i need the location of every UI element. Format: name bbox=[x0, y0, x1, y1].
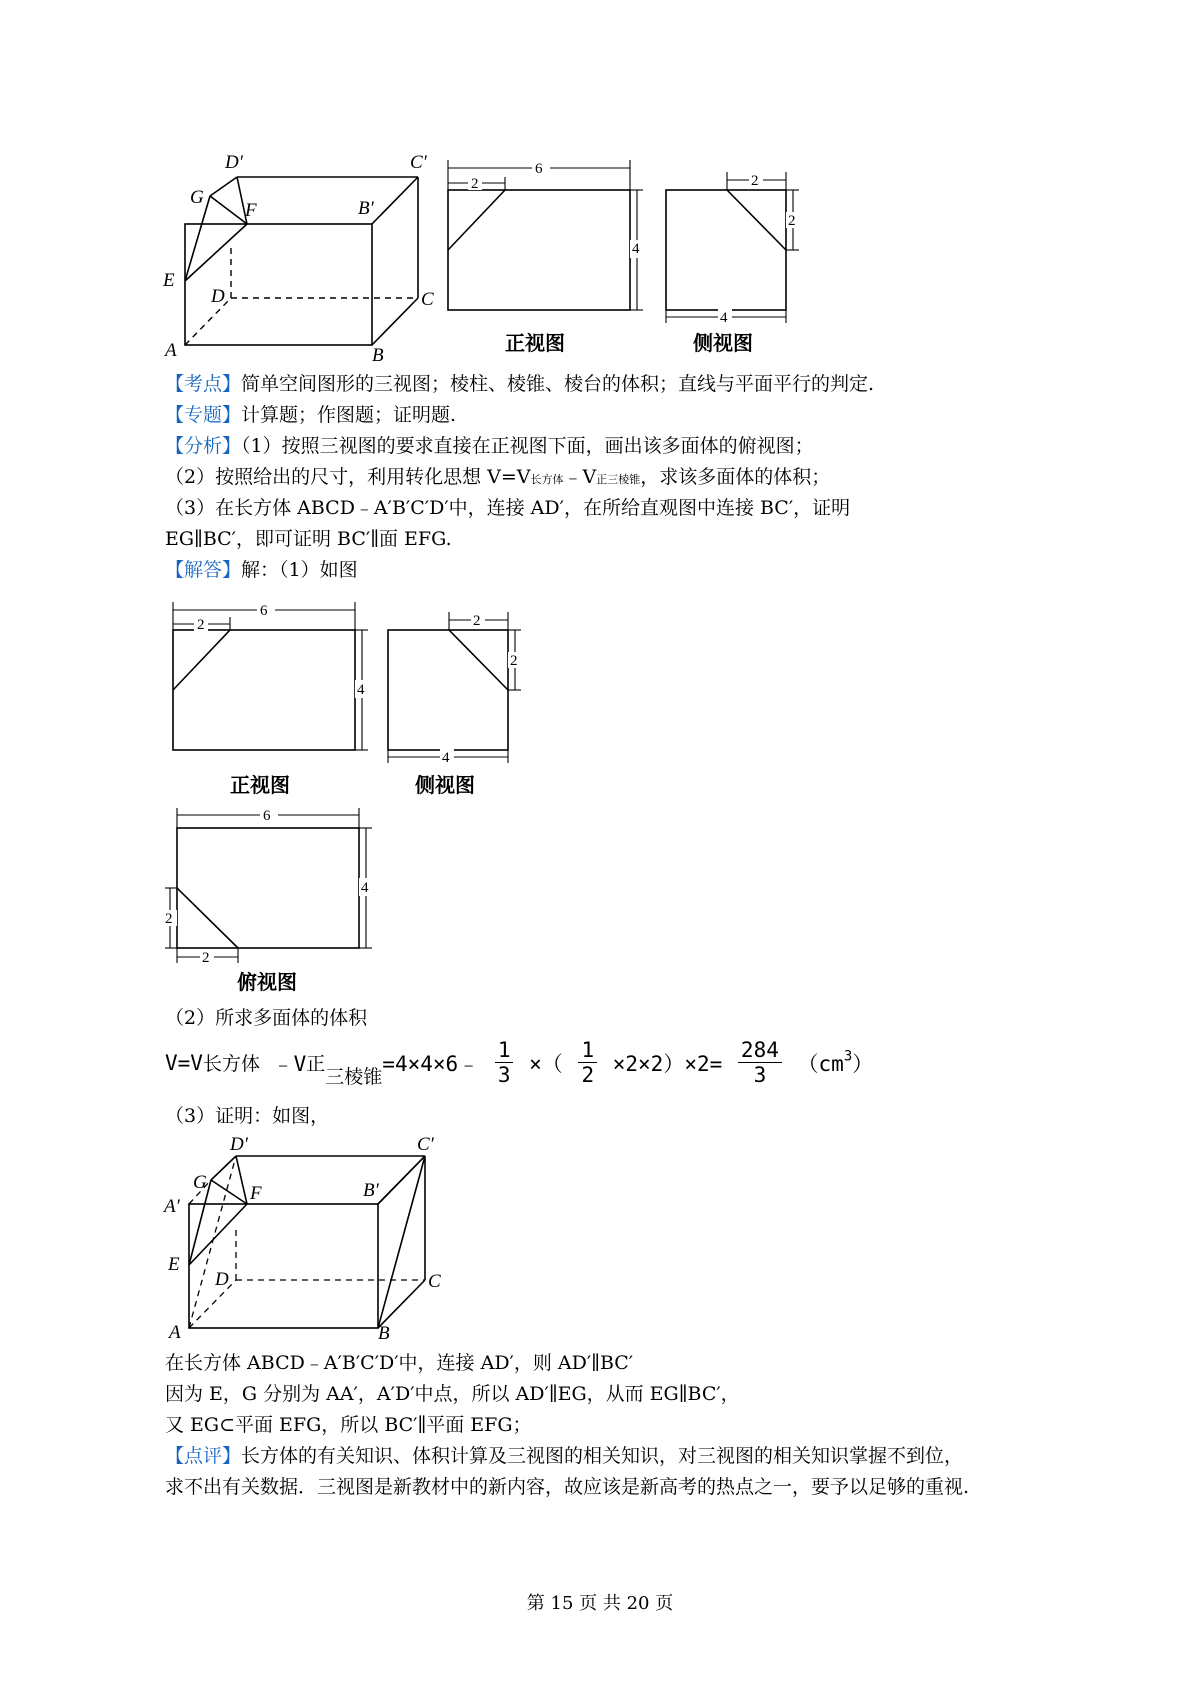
formula-sub-pyramid: 三棱锥 bbox=[325, 1065, 383, 1088]
label-D: D bbox=[211, 286, 225, 307]
volume-formula bbox=[165, 1038, 873, 1098]
solid-figure-top bbox=[150, 145, 434, 366]
kaodian-line bbox=[165, 370, 874, 398]
fenxi-line-4: EG∥BC′，即可证明 BC′∥面 EFG. bbox=[165, 528, 452, 550]
frac3-num: 284 bbox=[738, 1038, 782, 1063]
fenxi-sub-cuboid: 长方体 bbox=[530, 473, 564, 486]
jieda-line bbox=[165, 556, 358, 584]
formula-unit: （cm bbox=[797, 1051, 844, 1076]
formula-close: ） bbox=[852, 1051, 874, 1076]
dianping-line-2: 求不出有关数据．三视图是新教材中的新内容，故应该是新高考的热点之一，要予以足够的重视. bbox=[165, 1476, 970, 1498]
dim-front-2: 2 bbox=[471, 176, 479, 192]
side-view-solution bbox=[380, 610, 530, 805]
part3-line: （3）证明：如图， bbox=[165, 1105, 330, 1127]
proof-label-D: D bbox=[215, 1269, 229, 1290]
formula-times: ×（ bbox=[529, 1051, 563, 1076]
top-view-caption: 俯视图 bbox=[237, 970, 297, 994]
fraction-result bbox=[738, 1038, 782, 1087]
zhuanti-tag: 【专题】 bbox=[165, 404, 242, 426]
side-view-top bbox=[660, 165, 810, 360]
frac2-num: 1 bbox=[578, 1038, 597, 1063]
fenxi-text-2b: ﹣V bbox=[563, 466, 597, 488]
label-B: B bbox=[372, 345, 384, 366]
frac3-den: 3 bbox=[753, 1063, 767, 1087]
dim-sol-side-right-2: 2 bbox=[510, 653, 518, 669]
formula-sub-cuboid: 长方体 bbox=[202, 1053, 260, 1075]
dim-side-top-2: 2 bbox=[751, 173, 759, 189]
fenxi-text-2a: （2）按照给出的尺寸，利用转化思想 V=V bbox=[165, 466, 531, 488]
label-C: C bbox=[421, 289, 434, 310]
fenxi-line-3: （3）在长方体 ABCD﹣A′B′C′D′中，连接 AD′，在所给直观图中连接 BC′，证明 bbox=[165, 497, 851, 519]
proof-label-C-prime: C′ bbox=[417, 1134, 434, 1155]
jieda-text: 解：（1）如图 bbox=[241, 559, 358, 581]
formula-sup: 3 bbox=[843, 1048, 853, 1065]
proof-label-B: B bbox=[378, 1323, 390, 1344]
label-B-prime: B′ bbox=[358, 198, 374, 219]
fenxi-text-2c: ，求该多面体的体积； bbox=[640, 466, 831, 488]
formula-eq: =4×4×6﹣ bbox=[382, 1051, 480, 1076]
label-G: G bbox=[190, 187, 204, 208]
formula-mid: ×2×2）×2= bbox=[612, 1051, 723, 1076]
frac1-den: 3 bbox=[497, 1063, 511, 1087]
fenxi-text-1: （1）按照三视图的要求直接在正视图下面，画出该多面体的俯视图； bbox=[241, 435, 814, 457]
frac2-den: 2 bbox=[581, 1063, 595, 1087]
formula-minus: ﹣V bbox=[272, 1051, 307, 1076]
proof-label-C: C bbox=[428, 1271, 441, 1292]
proof-label-E: E bbox=[168, 1254, 180, 1275]
dim-sol-side-4: 4 bbox=[442, 750, 450, 766]
page-footer: 第 15 页 共 20 页 bbox=[526, 1593, 674, 1614]
kaodian-tag: 【考点】 bbox=[165, 373, 242, 395]
front-view-caption: 正视图 bbox=[505, 331, 565, 355]
top-view-solution bbox=[160, 805, 385, 995]
proof-line-1: 在长方体 ABCD﹣A′B′C′D′中，连接 AD′，则 AD′∥BC′ bbox=[165, 1352, 634, 1374]
dim-sol-front-6: 6 bbox=[260, 603, 268, 619]
proof-line-2: 因为 E，G 分别为 AA′，A′D′中点，所以 AD′∥EG，从而 EG∥BC′， bbox=[165, 1383, 740, 1405]
sol-front-caption: 正视图 bbox=[230, 773, 290, 797]
label-A: A bbox=[165, 340, 177, 361]
dim-top-left-2: 2 bbox=[165, 911, 173, 927]
front-view-solution bbox=[160, 595, 375, 805]
proof-label-F: F bbox=[250, 1183, 262, 1204]
dim-front-6: 6 bbox=[535, 161, 543, 177]
dim-top-4: 4 bbox=[361, 880, 369, 896]
dim-front-4: 4 bbox=[632, 241, 640, 257]
fenxi-line-2 bbox=[165, 463, 830, 494]
side-view-caption: 侧视图 bbox=[693, 331, 753, 355]
fenxi-sub-pyramid: 正三棱锥 bbox=[596, 473, 641, 486]
front-view-top bbox=[440, 155, 655, 360]
proof-label-G: G bbox=[193, 1172, 207, 1193]
dim-top-6: 6 bbox=[263, 808, 271, 824]
proof-label-A: A bbox=[169, 1322, 181, 1343]
fraction-one-half bbox=[578, 1038, 597, 1087]
frac1-num: 1 bbox=[495, 1038, 514, 1063]
fenxi-line-1 bbox=[165, 432, 814, 460]
dim-side-right-2: 2 bbox=[788, 213, 796, 229]
sol-side-caption: 侧视图 bbox=[415, 773, 475, 797]
fenxi-tag: 【分析】 bbox=[165, 435, 242, 457]
dianping-text-1: 长方体的有关知识、体积计算及三视图的相关知识，对三视图的相关知识掌握不到位， bbox=[241, 1445, 964, 1467]
proof-line-3: 又 EG⊂平面 EFG，所以 BC′∥平面 EFG； bbox=[165, 1414, 532, 1436]
dim-sol-side-top-2: 2 bbox=[473, 613, 481, 629]
dianping-tag: 【点评】 bbox=[165, 1445, 242, 1467]
fraction-one-third bbox=[495, 1038, 514, 1087]
dim-sol-front-2: 2 bbox=[197, 617, 205, 633]
label-C-prime: C′ bbox=[410, 152, 427, 173]
zhuanti-text: 计算题；作图题；证明题. bbox=[241, 404, 457, 426]
dim-top-bottom-2: 2 bbox=[202, 950, 210, 966]
dianping-line-1 bbox=[165, 1442, 963, 1470]
dim-sol-front-4: 4 bbox=[357, 682, 365, 698]
jieda-tag: 【解答】 bbox=[165, 559, 242, 581]
label-F: F bbox=[245, 200, 257, 221]
label-D-prime: D′ bbox=[225, 152, 243, 173]
zhuanti-line bbox=[165, 401, 456, 429]
formula-v: V=V bbox=[165, 1050, 203, 1075]
kaodian-text: 简单空间图形的三视图；棱柱、棱锥、棱台的体积；直线与平面平行的判定. bbox=[241, 373, 875, 395]
label-E: E bbox=[163, 270, 175, 291]
part2-line: （2）所求多面体的体积 bbox=[165, 1007, 368, 1029]
proof-label-B-prime: B′ bbox=[363, 1180, 379, 1201]
dim-side-4: 4 bbox=[720, 310, 728, 326]
proof-label-D-prime: D′ bbox=[230, 1134, 248, 1155]
solid-figure-proof bbox=[150, 1128, 450, 1344]
proof-label-A-prime: A′ bbox=[164, 1196, 180, 1217]
formula-sub-zheng: 正 bbox=[306, 1053, 326, 1075]
